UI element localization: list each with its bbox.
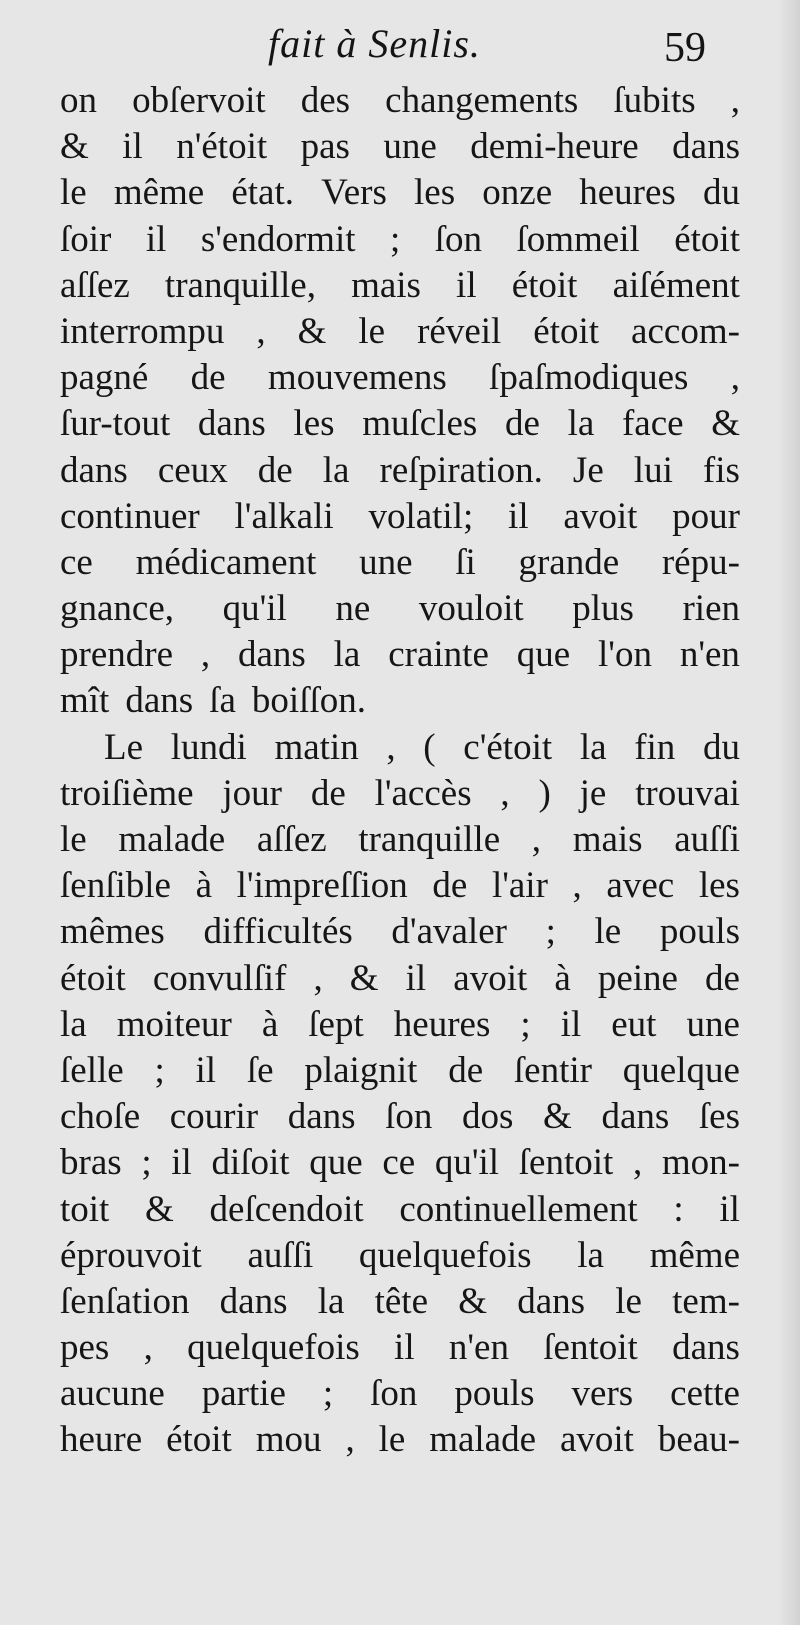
- word: pagné: [60, 357, 149, 399]
- word: étoit: [674, 218, 740, 260]
- word: ſommeil: [516, 218, 640, 260]
- word: ,: [632, 1142, 643, 1184]
- word: avoit: [563, 495, 638, 537]
- word: l'on: [598, 634, 652, 676]
- word: étoit: [60, 957, 126, 999]
- word: ſon: [385, 1096, 433, 1138]
- word: à: [261, 1003, 279, 1045]
- text-line: [60, 956, 740, 1002]
- text-line: [60, 909, 740, 955]
- word: il: [456, 264, 477, 306]
- word: plaignit: [304, 1049, 418, 1091]
- word: ce: [60, 541, 93, 583]
- word: muſcles: [362, 403, 478, 445]
- page-header: [0, 16, 800, 76]
- text-line: [60, 1002, 740, 1048]
- word: dans: [601, 1096, 670, 1138]
- word: n'étoit: [176, 126, 268, 168]
- text-line: [60, 78, 740, 124]
- word: ;: [545, 911, 556, 953]
- word: ſes: [698, 1096, 740, 1138]
- word: le: [60, 172, 87, 214]
- word: l'air: [491, 865, 548, 907]
- word: n'en: [448, 1327, 509, 1369]
- word: bras: [60, 1142, 122, 1184]
- word: pouls: [454, 1373, 535, 1415]
- word: trouvai: [635, 772, 740, 814]
- word: lundi: [170, 726, 247, 768]
- word: état.: [231, 172, 295, 214]
- word: l'alkali: [234, 495, 334, 537]
- word: à: [554, 957, 571, 999]
- word: heures: [393, 1003, 491, 1045]
- word: éprouvoit: [60, 1234, 202, 1276]
- word: fin: [634, 726, 676, 768]
- word: pouls: [659, 911, 740, 953]
- word: fis: [702, 449, 740, 491]
- word: ſentoit: [543, 1327, 638, 1369]
- word: du: [702, 172, 740, 214]
- word: dans: [219, 1280, 288, 1322]
- word: ſentoit: [518, 1142, 614, 1184]
- text-line: [60, 863, 740, 909]
- word: ſept: [308, 1003, 364, 1045]
- word: changements: [385, 80, 579, 121]
- word: même: [113, 172, 205, 214]
- word: ,: [572, 865, 582, 907]
- word: quelquefois: [187, 1327, 360, 1369]
- word: avec: [606, 865, 675, 907]
- word: il: [405, 957, 427, 999]
- text-line: [60, 263, 740, 309]
- word: Vers: [321, 172, 387, 214]
- word: quelquefois: [358, 1234, 532, 1276]
- word: de: [504, 403, 540, 445]
- word: heure: [60, 1419, 143, 1461]
- word: ): [538, 772, 551, 814]
- word: ceux: [157, 449, 228, 491]
- word: difficultés: [203, 911, 353, 953]
- word: peine: [597, 957, 678, 999]
- word: malade: [118, 819, 226, 860]
- word: le: [60, 819, 87, 860]
- word: ſoir: [60, 218, 112, 260]
- word: ,: [730, 357, 740, 399]
- word: dans: [672, 126, 740, 168]
- word: le: [615, 1280, 642, 1322]
- word: avoit: [559, 1419, 634, 1461]
- word: rien: [682, 588, 740, 630]
- word: mon-: [661, 1142, 740, 1184]
- word: vouloit: [418, 588, 524, 630]
- word: dans: [60, 449, 128, 491]
- word: du: [702, 726, 740, 768]
- page-edge-shadow: [778, 0, 800, 1625]
- word: n'en: [679, 634, 740, 676]
- word: volatil;: [368, 495, 474, 537]
- word: c'étoit: [463, 726, 553, 768]
- word: quelque: [622, 1049, 740, 1091]
- word: ,: [313, 957, 323, 999]
- word: Le: [104, 726, 144, 768]
- word: dans: [287, 1096, 356, 1138]
- word: Je: [572, 449, 604, 491]
- word: répu-: [661, 541, 740, 583]
- word: ſenſible: [60, 865, 171, 907]
- word: aſſez: [60, 264, 130, 306]
- word: vers: [571, 1373, 634, 1415]
- word: &: [297, 310, 327, 352]
- word: face: [621, 403, 684, 445]
- word: cette: [670, 1373, 740, 1415]
- word: toit: [60, 1188, 110, 1230]
- word: s'endormit: [200, 218, 356, 260]
- text-line: [60, 401, 740, 447]
- word: ;: [154, 1049, 165, 1091]
- word: ſe: [246, 1049, 274, 1091]
- text-line: [60, 309, 740, 355]
- body-text: [60, 78, 740, 1464]
- word: étoit: [511, 264, 578, 306]
- word: le: [378, 1419, 406, 1461]
- word: moiteur: [116, 1003, 232, 1045]
- word: je: [579, 772, 607, 814]
- word: il: [145, 218, 167, 260]
- word: ſenſation: [60, 1280, 190, 1322]
- word: convulſif: [152, 957, 287, 999]
- word: dans: [517, 1280, 586, 1322]
- word: tête: [374, 1280, 429, 1322]
- word: ſa: [209, 680, 236, 722]
- word: mouvemens: [267, 357, 447, 399]
- word: même: [649, 1234, 740, 1276]
- word: à: [195, 865, 213, 907]
- word: heures: [579, 172, 676, 214]
- word: l'accès: [374, 772, 472, 814]
- word: ſon: [370, 1373, 418, 1415]
- word: plus: [572, 588, 634, 630]
- word: la: [317, 1280, 345, 1322]
- text-line: [60, 1094, 740, 1140]
- text-line: [60, 678, 740, 724]
- word: ,: [345, 1419, 355, 1461]
- word: accom-: [631, 310, 740, 352]
- text-line: [60, 217, 740, 263]
- word: auſſi: [247, 1234, 314, 1276]
- word: qu'il: [434, 1142, 500, 1184]
- word: ſon: [434, 218, 482, 260]
- word: pes: [60, 1327, 110, 1369]
- word: :: [673, 1188, 684, 1230]
- word: crainte: [388, 634, 489, 676]
- word: il: [560, 1003, 582, 1045]
- word: &: [60, 126, 89, 168]
- word: qu'il: [222, 588, 287, 630]
- word: il: [508, 495, 529, 537]
- word: il: [122, 126, 143, 168]
- word: ;: [389, 218, 401, 260]
- word: auſſi: [674, 819, 740, 860]
- word: ſelle: [60, 1049, 124, 1091]
- word: la: [577, 1234, 604, 1276]
- word: de: [190, 357, 226, 399]
- word: pas: [300, 126, 350, 168]
- word: des: [300, 80, 351, 121]
- running-head: fait à Senlis.: [268, 21, 481, 66]
- word: tranquille: [358, 819, 501, 860]
- word: &: [458, 1280, 487, 1322]
- word: que: [309, 1142, 363, 1184]
- word: matin: [274, 726, 359, 768]
- word: grande: [518, 541, 620, 583]
- word: l'impreſſion: [236, 865, 408, 907]
- word: &: [349, 957, 379, 999]
- word: ;: [520, 1003, 531, 1045]
- word: médicament: [135, 541, 317, 583]
- word: la: [579, 726, 607, 768]
- word: diſoit: [211, 1142, 290, 1184]
- word: que: [516, 634, 571, 676]
- word: les: [293, 403, 335, 445]
- word: (: [423, 726, 436, 768]
- word: ;: [141, 1142, 152, 1184]
- word: tem-: [672, 1280, 740, 1322]
- word: prendre: [60, 634, 173, 676]
- word: avoit: [453, 957, 528, 999]
- word: d'avaler: [391, 911, 507, 953]
- text-line: [60, 124, 740, 170]
- text-line: [60, 1048, 740, 1094]
- word: ,: [730, 80, 740, 121]
- word: ,: [500, 772, 510, 814]
- word: tranquille,: [164, 264, 316, 306]
- word: &: [543, 1096, 572, 1138]
- word: demi-heure: [470, 126, 639, 168]
- word: la: [60, 1003, 87, 1045]
- word: continuellement: [399, 1188, 638, 1230]
- word: ſubits: [613, 80, 696, 121]
- word: ,: [386, 726, 396, 768]
- word: mais: [351, 264, 421, 306]
- word: il: [719, 1188, 740, 1230]
- text-line: [60, 1187, 740, 1233]
- word: de: [257, 449, 293, 491]
- text-line: [60, 1140, 740, 1186]
- word: aucune: [60, 1373, 165, 1415]
- word: étoit: [533, 310, 600, 352]
- word: on: [60, 80, 97, 121]
- word: une: [686, 1003, 740, 1045]
- word: ,: [256, 310, 266, 352]
- word: gnance,: [60, 588, 175, 630]
- word: de: [432, 865, 468, 907]
- word: les: [414, 172, 456, 214]
- word: interrompu: [60, 310, 225, 352]
- word: onze: [482, 172, 553, 214]
- word: troiſième: [60, 772, 194, 814]
- word: dos: [462, 1096, 514, 1138]
- text-line: [60, 540, 740, 586]
- text-line: [60, 1233, 740, 1279]
- word: il: [171, 1142, 192, 1184]
- word: ſur-tout: [60, 403, 171, 445]
- word: étoit: [166, 1419, 232, 1461]
- word: ſi: [455, 541, 476, 583]
- text-line: [60, 725, 740, 771]
- text-line: [60, 817, 740, 863]
- word: eut: [611, 1003, 657, 1045]
- word: boiſſon.: [251, 680, 366, 722]
- word: lui: [633, 449, 673, 491]
- word: mou: [255, 1419, 322, 1461]
- text-line: [60, 170, 740, 216]
- word: dans: [672, 1327, 740, 1369]
- word: les: [698, 865, 740, 907]
- text-line: [60, 586, 740, 632]
- word: obſervoit: [132, 80, 266, 121]
- word: partie: [201, 1373, 286, 1415]
- word: jour: [222, 772, 282, 814]
- text-line: [60, 632, 740, 678]
- word: pour: [672, 495, 740, 537]
- word: courir: [169, 1096, 259, 1138]
- word: dans: [125, 680, 194, 722]
- word: mêmes: [60, 911, 165, 953]
- word: ce: [382, 1142, 416, 1184]
- word: le: [358, 310, 386, 352]
- word: le: [594, 911, 622, 953]
- text-line: [60, 448, 740, 494]
- word: ſpaſmodiques: [489, 357, 689, 399]
- word: la: [567, 403, 595, 445]
- word: de: [448, 1049, 484, 1091]
- word: réveil: [417, 310, 502, 352]
- word: la: [333, 634, 361, 676]
- text-line: [60, 771, 740, 817]
- word: mais: [572, 819, 643, 860]
- word: ne: [335, 588, 371, 630]
- word: ,: [143, 1327, 153, 1369]
- text-line: [60, 494, 740, 540]
- word: ſentir: [513, 1049, 592, 1091]
- word: une: [359, 541, 413, 583]
- text-line: [60, 1417, 740, 1463]
- word: de: [705, 957, 740, 999]
- text-line: [60, 1371, 740, 1417]
- word: la: [322, 449, 350, 491]
- word: ,: [531, 819, 542, 860]
- word: malade: [429, 1419, 537, 1461]
- text-line: [60, 1325, 740, 1371]
- word: &: [711, 403, 740, 445]
- word: continuer: [60, 495, 200, 537]
- word: de: [310, 772, 346, 814]
- word: &: [145, 1188, 174, 1230]
- word: dans: [237, 634, 306, 676]
- word: reſpiration.: [379, 449, 543, 491]
- word: aiſément: [612, 264, 740, 306]
- word: ;: [322, 1373, 334, 1415]
- word: il: [394, 1327, 415, 1369]
- word: beau-: [657, 1419, 740, 1461]
- word: choſe: [60, 1096, 141, 1138]
- word: mît: [60, 680, 110, 722]
- word: il: [195, 1049, 217, 1091]
- text-line: [60, 355, 740, 401]
- text-line: [60, 1279, 740, 1325]
- page-number: 59: [664, 25, 706, 71]
- word: dans: [197, 403, 266, 445]
- word: deſcendoit: [209, 1188, 364, 1230]
- word: une: [383, 126, 437, 168]
- word: aſſez: [256, 819, 327, 860]
- word: ,: [200, 634, 211, 676]
